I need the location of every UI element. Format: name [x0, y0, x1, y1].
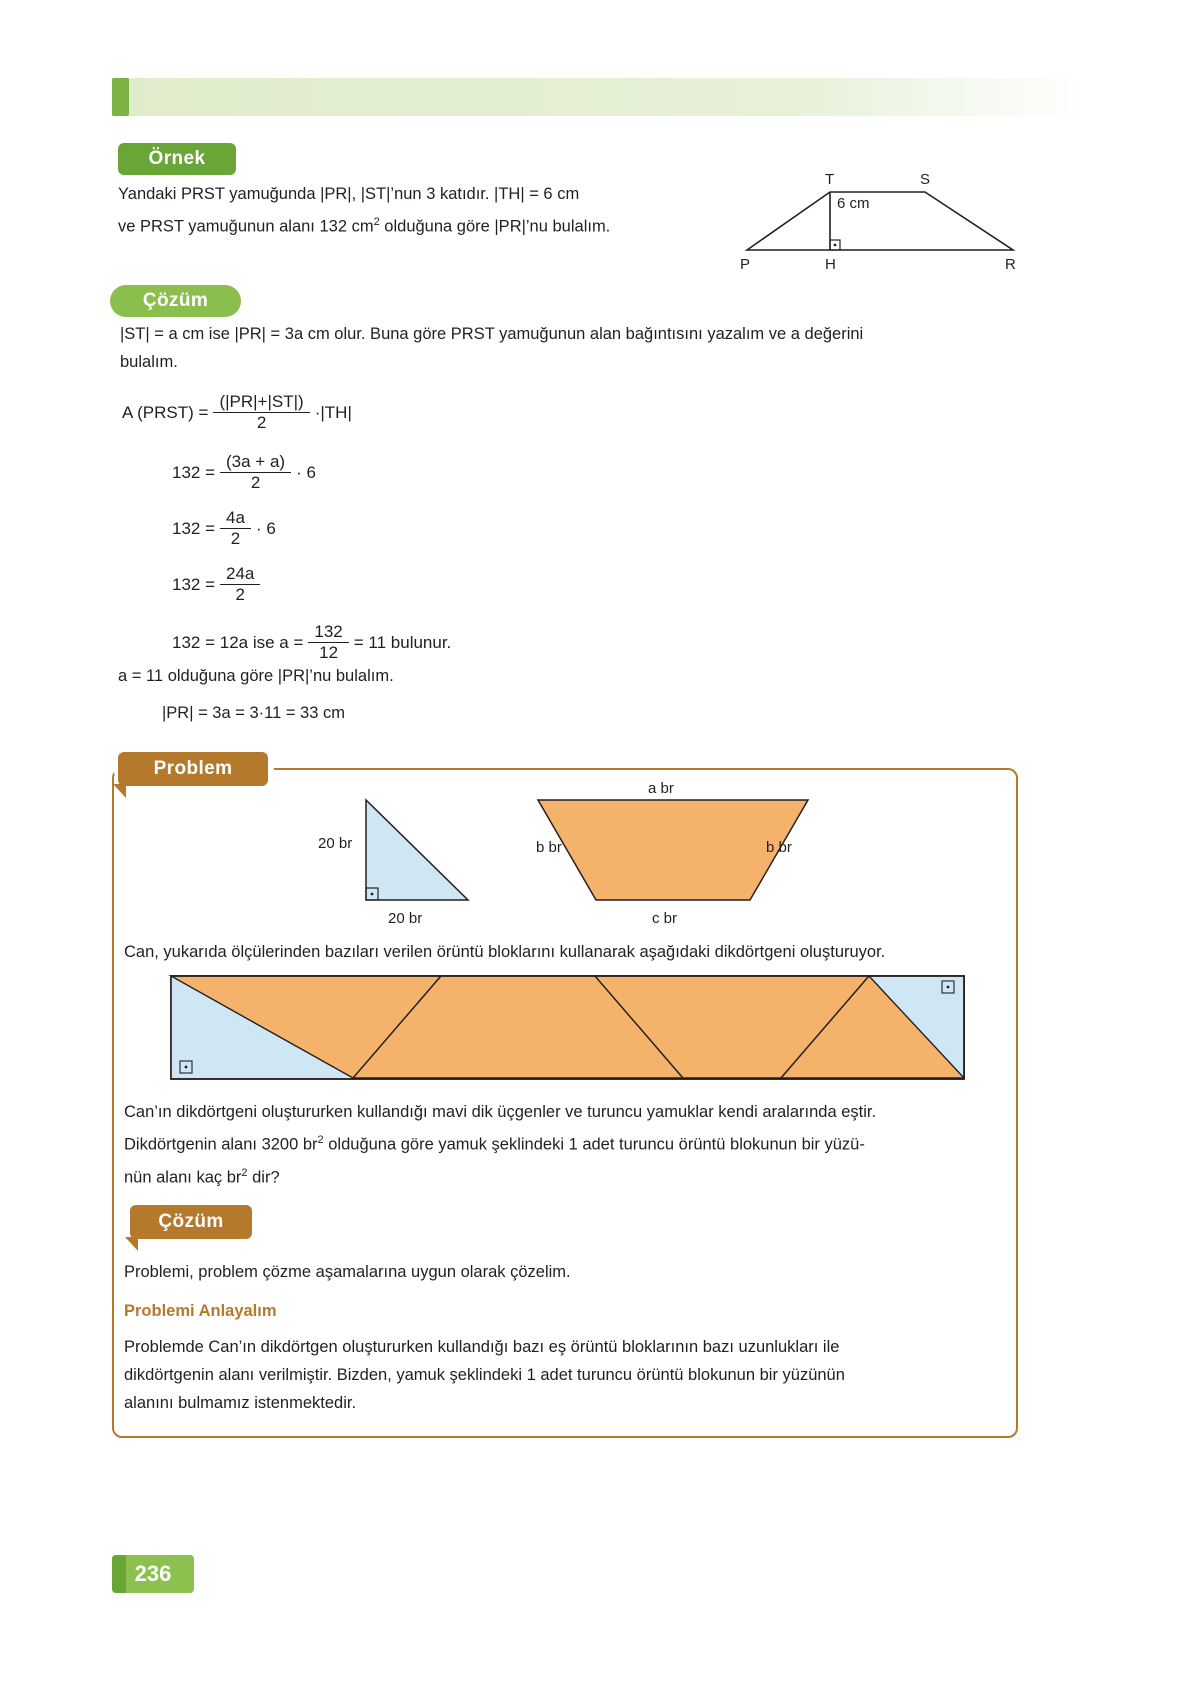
example-text-line1: Yandaki PRST yamuğunda |PR|, |ST|’nun 3 katıdır. |TH| = 6 cm	[118, 185, 580, 203]
svg-text:H: H	[825, 256, 836, 273]
solution2-paragraph	[124, 1333, 1014, 1417]
page-number-tab	[112, 1555, 126, 1593]
example-text-line2-post: olduğuna göre |PR|’nu bulalım.	[379, 217, 611, 236]
equation-5-rhs: = 11 bulunur.	[353, 632, 452, 652]
problem-text-2-line2-post: olduğuna göre yamuk şeklindeki 1 adet turuncu örüntü blokunun bir yüzü-	[323, 1135, 865, 1154]
solution2-heading: Problemi Anlayalım	[124, 1302, 277, 1320]
equation-3	[172, 508, 276, 549]
equation-4-denominator: 2	[220, 584, 260, 605]
equation-5-denominator: 12	[308, 642, 348, 663]
solution2-para-line1: Problemde Can’ın dikdörtgen oluştururken kullandığı bazı eş örüntü bloklarının bazı uzunlukları ile	[124, 1338, 840, 1356]
equation-4	[172, 564, 265, 605]
figure-prst-trapezoid	[735, 170, 1035, 280]
example-text	[118, 180, 738, 241]
equation-1-fraction	[213, 392, 309, 433]
solution2-line1: Problemi, problem çözme aşamalarına uygun olarak çözelim.	[124, 1263, 571, 1281]
header-band-tab	[112, 78, 129, 116]
problem-text-2-line1: Can’ın dikdörtgeni oluştururken kullandığı mavi dik üçgenler ve turuncu yamuklar kendi aralarında eştir.	[124, 1103, 877, 1121]
page-number: 236	[112, 1555, 194, 1593]
problem-text-2	[124, 1098, 1014, 1191]
solution1-line1: |ST| = a cm ise |PR| = 3a cm olur. Buna göre PRST yamuğunun alan bağıntısını yazalım ve a değerini	[120, 325, 864, 343]
equation-1	[122, 392, 352, 433]
equation-3-denominator: 2	[220, 528, 251, 549]
equation-3-numerator: 4a	[226, 508, 245, 527]
equation-3-fraction	[220, 508, 251, 549]
svg-text:b br: b br	[766, 839, 792, 856]
solution1-line3: a = 11 olduğuna göre |PR|’nu bulalım.	[118, 667, 394, 685]
problem-text-2-sup-1: 2	[317, 1134, 324, 1146]
svg-text:c br: c br	[652, 910, 678, 927]
equation-5-lhs: 132 = 12a ise a =	[172, 632, 304, 652]
problem-text-2-line3-post: dir?	[247, 1168, 280, 1186]
svg-text:20 br: 20 br	[388, 910, 423, 927]
equation-2-fraction	[220, 452, 291, 493]
svg-text:R: R	[1005, 256, 1016, 273]
problem-text-2-line2-pre: Dikdörtgenin alanı 3200 br	[124, 1135, 318, 1154]
svg-text:P: P	[740, 256, 751, 273]
problem-text-2-line3-pre: nün alanı kaç br	[124, 1168, 242, 1186]
figure-composed-rectangle	[170, 975, 965, 1080]
label-ornek: Örnek	[118, 143, 236, 175]
svg-text:a br: a br	[648, 780, 674, 797]
solution1-line4: |PR| = 3a = 3·11 = 33 cm	[162, 704, 345, 722]
figure-pattern-blocks	[300, 780, 860, 930]
equation-3-lhs: 132 =	[172, 518, 216, 538]
svg-text:20 br: 20 br	[318, 835, 353, 852]
example-text-sup: 2	[373, 216, 380, 228]
equation-5-fraction	[308, 622, 348, 663]
svg-text:6 cm: 6 cm	[837, 195, 870, 212]
equation-1-rhs: ·|TH|	[314, 402, 352, 422]
equation-4-lhs: 132 =	[172, 574, 216, 594]
equation-2	[172, 452, 316, 493]
solution2-para-line2: dikdörtgenin alanı verilmiştir. Bizden, yamuk şeklindeki 1 adet turuncu örüntü blokunun bir yüzünün	[124, 1366, 845, 1384]
problem-text-2-sup-2: 2	[241, 1166, 248, 1179]
example-text-line2-pre: ve PRST yamuğunun alanı 132 cm	[118, 217, 374, 236]
solution1-line2: bulalım.	[120, 353, 178, 371]
svg-text:T: T	[825, 171, 835, 188]
equation-2-numerator: (3a + a)	[226, 452, 286, 471]
label-cozum-2: Çözüm	[130, 1205, 252, 1239]
equation-2-rhs: · 6	[296, 462, 316, 482]
equation-4-fraction	[220, 564, 260, 605]
label-problem: Problem	[118, 752, 268, 786]
equation-1-numerator: (|PR|+|ST|)	[219, 392, 304, 411]
solution1-intro	[120, 320, 1015, 376]
svg-text:b br: b br	[536, 839, 562, 856]
equation-5-numerator: 132	[314, 622, 343, 641]
header-band	[112, 78, 1087, 116]
equation-2-lhs: 132 =	[172, 462, 216, 482]
equation-5	[172, 622, 451, 663]
equation-1-lhs: A (PRST) =	[122, 402, 209, 422]
equation-1-denominator: 2	[213, 412, 309, 433]
equation-2-denominator: 2	[220, 472, 291, 493]
solution2-para-line3: alanını bulmamız istenmektedir.	[124, 1394, 357, 1412]
label-cozum-1: Çözüm	[110, 285, 241, 317]
svg-text:S: S	[920, 171, 931, 188]
equation-4-numerator: 24a	[226, 564, 255, 583]
problem-text-1: Can, yukarıda ölçülerinden bazıları verilen örüntü bloklarını kullanarak aşağıdaki dikdörtgeni oluşturuyor.	[124, 943, 886, 961]
equation-3-rhs: · 6	[255, 518, 276, 538]
label-cozum-2-pointer	[125, 1237, 138, 1251]
label-problem-pointer	[113, 784, 126, 798]
